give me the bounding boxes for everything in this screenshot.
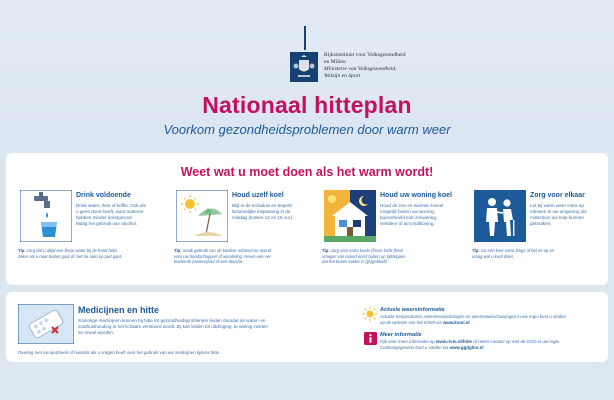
info-icon (364, 332, 377, 345)
text-fragment: op de website van het KNMI via (380, 319, 442, 325)
sun-umbrella-icon (176, 190, 228, 242)
text-line: mensen in uw omgeving die (530, 209, 587, 214)
org-line-1: Rijksinstituut voor Volksgezondheid (324, 52, 406, 58)
item-text-cool (232, 203, 318, 221)
tip-line (322, 259, 452, 265)
text-line: Blijf in de schaduw en beperk (232, 203, 292, 208)
medicine-pills-icon (18, 304, 74, 344)
advice-card (6, 153, 608, 285)
coat-of-arms-icon (290, 52, 318, 82)
medicines-text (78, 318, 318, 336)
tip-home (322, 248, 452, 265)
text-line: lichamelijke inspanning in de (232, 209, 291, 214)
tip-label: Tip: (18, 248, 26, 253)
text-fragment: of neem contact op met de GGD in uw regio. (473, 339, 561, 344)
page-title: Nationaal hitteplan (202, 92, 412, 118)
item-text-care (530, 203, 614, 227)
tip-line (174, 259, 304, 265)
org-line-2: en Milieu (324, 59, 346, 65)
tip-line (472, 254, 602, 260)
text-line (380, 345, 614, 351)
medicines-note: Overleg met uw apotheek of huisarts als u vragen heeft over het gebruik van uw medicijnen tijdens hitte. (18, 350, 221, 355)
text-line: Houd de zon en warmte zoveel (380, 203, 444, 208)
text-line: en onwel worden. (78, 330, 115, 335)
section-heading: Weet wat u moet doen als het warm wordt! (180, 165, 434, 179)
ggdghor-link[interactable]: www.ggdghor.nl (449, 344, 484, 350)
org-line-4: Welzijn en Sport (324, 73, 361, 79)
text-line: zouthuishouding in het lichaam verstoord wordt. Zij kan leiden tot uitdroging, te weinig zweten (78, 324, 268, 329)
text-line: bijvoorbeeld met zonwering, (380, 215, 438, 220)
item-text-home (380, 203, 466, 227)
text-line: hebben minder dorstgevoel. (76, 215, 133, 220)
more-info-text (380, 339, 614, 351)
page-subtitle: Voorkom gezondheidsproblemen door warm weer (163, 122, 451, 137)
tip-label: Tip: (322, 248, 330, 253)
people-care-icon (474, 190, 526, 242)
text-line: misschien uw hulp kunnen (530, 215, 584, 220)
text-line (380, 320, 614, 326)
rivm-link[interactable]: www.rivm.nl/hitte (435, 339, 473, 344)
text-line: middag (tussen 12 en 16 uur). (232, 215, 294, 220)
tip-cool (174, 248, 304, 265)
organization-name (324, 52, 464, 80)
logo-bar (304, 26, 306, 50)
medicines-title: Medicijnen en hitte (78, 305, 160, 315)
text-line: mogelijk buiten uw woning, (380, 209, 435, 214)
tip-text: maak gebruik van de koelere ochtend en avond (182, 248, 272, 253)
text-fragment: Contactgegevens kunt u vinden via (380, 344, 449, 350)
tip-care (472, 248, 602, 259)
sun-icon (362, 306, 378, 322)
item-title-care: Zorg voor elkaar (530, 192, 585, 199)
tip-text: voor uw boodschappen of wandeling. Neem een ver- (174, 253, 272, 259)
tip-text: zeker als u naar buiten gaat of met de auto op pad gaat. (18, 253, 123, 259)
house-day-night-icon (324, 190, 376, 242)
text-line: Let bij warm weer extra op (530, 203, 584, 208)
text-line: u geen dorst heeft, want ouderen (76, 209, 144, 214)
weather-info-text (380, 314, 614, 326)
tip-line (18, 254, 148, 260)
tip-drink (18, 248, 148, 259)
weather-info-title: Actuele weersinformatie (380, 307, 445, 313)
tip-text: zorg voor extra koele (frisse lucht (heel (330, 248, 403, 253)
knmi-link[interactable]: www.knmi.nl (442, 319, 470, 325)
text-line: Sommige medicijnen kunnen bij hitte tot gezondheidsproblemen leiden doordat de water- en (78, 318, 266, 323)
water-tap-icon (20, 190, 72, 242)
item-title-home: Houd uw woning koel (380, 192, 452, 199)
tip-text: zorg dat u altijd een flesje water bij de hand hebt, (26, 248, 118, 253)
text-line: Actuele temperaturen, weersverwachtingen en weerswaarschuwingen in uw regio kunt u vinden (380, 314, 566, 319)
tip-text: koelende (voeten)bad of een douche. (174, 259, 244, 265)
item-title-drink: Drink voldoende (76, 192, 131, 199)
tip-text: vraag wat u kunt doen. (472, 253, 515, 259)
tip-text: dat het buiten koeler is (ijs)gekoeld (322, 259, 387, 265)
more-info-title: Meer informatie (380, 332, 422, 338)
tip-label: Tip: (174, 248, 182, 253)
tip-label: Tip: (472, 248, 480, 253)
tip-text: Ga een keer extra langs of bel ze op en (480, 248, 555, 253)
item-text-drink (76, 203, 162, 227)
footer-band (0, 368, 614, 400)
item-title-cool: Houd uzelf koel (232, 192, 284, 199)
text-line: ventileer of airconditioning. (380, 221, 435, 226)
tip-text: vroeger van avond en/of buiten op tijdstippen (322, 253, 406, 259)
text-line: Drink water, thee of koffie. Ook als (76, 203, 146, 208)
info-card (6, 292, 608, 362)
text-line: gebruiken. (530, 221, 552, 226)
org-line-3: Ministerie van Volksgezondheid, (324, 66, 397, 72)
government-logo (290, 26, 460, 86)
text-line: Matig het gebruik van alcohol. (76, 221, 138, 226)
text-fragment: Kijk voor meer informatie op (380, 339, 435, 344)
